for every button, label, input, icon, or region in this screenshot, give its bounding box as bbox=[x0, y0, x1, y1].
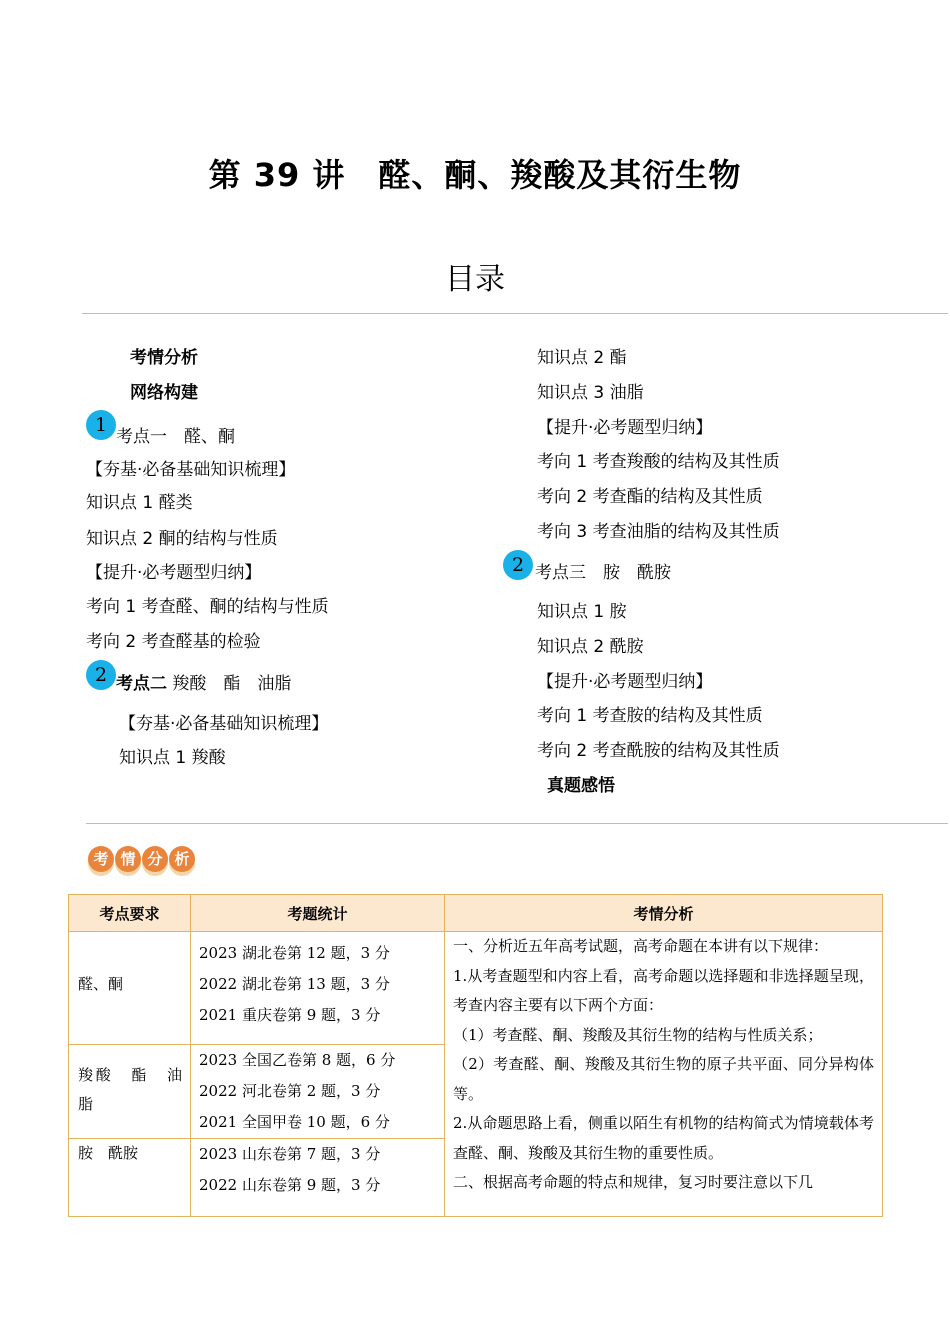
toc-title: 目录 bbox=[445, 262, 505, 297]
banner-char: 析 bbox=[169, 846, 195, 872]
table-row bbox=[69, 932, 883, 1045]
toc-link-dir-amine[interactable]: 考向 1 考查胺的结构及其性质 bbox=[537, 706, 763, 726]
table-cell-point: 醛、酮 bbox=[69, 932, 191, 1045]
analysis-paragraph: 1.从考查题型和内容上看，高考命题以选择题和非选择题呈现，考查内容主要有以下两个方面： bbox=[453, 966, 874, 1014]
stat-line: 2021 全国甲卷 10 题，6 分 bbox=[199, 1113, 390, 1131]
toc-link-dir-acid[interactable]: 考向 1 考查羧酸的结构及其性质 bbox=[537, 452, 780, 472]
toc-link-dir-1[interactable]: 考向 1 考查醛、酮的结构与性质 bbox=[86, 597, 329, 617]
stat-line: 2023 山东卷第 7 题，3 分 bbox=[199, 1145, 381, 1163]
toc-link-basics-2[interactable]: 【夯基·必备基础知识梳理】 bbox=[119, 714, 329, 734]
table-cell-stats bbox=[191, 1045, 445, 1139]
toc-link-topic-1[interactable]: 考点一 醛、酮 bbox=[116, 427, 235, 447]
toc-link-improve-3[interactable]: 【提升·必考题型归纳】 bbox=[537, 672, 713, 692]
table-header-cell: 考情分析 bbox=[445, 895, 883, 932]
banner-char: 考 bbox=[88, 846, 114, 872]
toc-link-improve-1[interactable]: 【提升·必考题型归纳】 bbox=[86, 563, 262, 583]
exam-analysis-table bbox=[68, 894, 883, 1217]
toc-link-topic-2[interactable]: 考点二 羧酸 酯 油脂 bbox=[116, 674, 292, 694]
analysis-paragraph: 二、根据高考命题的特点和规律，复习时要注意以下几 bbox=[453, 1173, 814, 1191]
stat-line: 2023 湖北卷第 12 题，3 分 bbox=[199, 944, 390, 962]
divider-top bbox=[82, 313, 948, 314]
exam-analysis-banner bbox=[88, 846, 195, 872]
toc-link-kp-acid[interactable]: 知识点 1 羧酸 bbox=[119, 748, 226, 768]
toc-link-kp-fat[interactable]: 知识点 3 油脂 bbox=[537, 383, 644, 403]
topic-badge-icon: 2 bbox=[86, 660, 116, 690]
stat-line: 2022 河北卷第 2 题，3 分 bbox=[199, 1082, 381, 1100]
toc-link-dir-ester[interactable]: 考向 2 考查酯的结构及其性质 bbox=[537, 487, 763, 507]
toc-link-dir-fat[interactable]: 考向 3 考查油脂的结构及其性质 bbox=[537, 522, 780, 542]
topic-badge-icon: 2 bbox=[503, 550, 533, 580]
toc-link-real-exam[interactable]: 真题感悟 bbox=[547, 776, 615, 796]
analysis-paragraph: 一、分析近五年高考试题，高考命题在本讲有以下规律： bbox=[453, 937, 829, 955]
toc-link-exam-analysis[interactable]: 考情分析 bbox=[130, 348, 198, 368]
table-header-cell: 考点要求 bbox=[69, 895, 191, 932]
stat-line: 2022 山东卷第 9 题，3 分 bbox=[199, 1176, 381, 1194]
table-cell-stats bbox=[191, 932, 445, 1045]
toc-link-kp-ketone[interactable]: 知识点 2 酮的结构与性质 bbox=[86, 529, 278, 549]
stat-line: 2021 重庆卷第 9 题，3 分 bbox=[199, 1006, 381, 1024]
stat-line: 2023 全国乙卷第 8 题，6 分 bbox=[199, 1051, 396, 1069]
banner-char: 情 bbox=[115, 846, 141, 872]
toc-link-improve-2[interactable]: 【提升·必考题型归纳】 bbox=[537, 418, 713, 438]
table-cell-point: 胺 酰胺 bbox=[69, 1139, 191, 1217]
table-header-cell: 考题统计 bbox=[191, 895, 445, 932]
toc-link-kp-amine[interactable]: 知识点 1 胺 bbox=[537, 602, 627, 622]
table-header-row bbox=[69, 895, 883, 932]
toc-link-kp-ester[interactable]: 知识点 2 酯 bbox=[537, 348, 627, 368]
topic-badge-icon: 1 bbox=[86, 410, 116, 440]
toc-link-kp-amide[interactable]: 知识点 2 酰胺 bbox=[537, 637, 644, 657]
page-title: 第 39 讲 醛、酮、羧酸及其衍生物 bbox=[208, 156, 742, 194]
toc-link-topic-3[interactable]: 考点三 胺 酰胺 bbox=[535, 563, 671, 583]
stat-line: 2022 湖北卷第 13 题，3 分 bbox=[199, 975, 390, 993]
analysis-paragraph: （1）考查醛、酮、羧酸及其衍生物的结构与性质关系； bbox=[453, 1025, 823, 1044]
toc-link-basics-1[interactable]: 【夯基·必备基础知识梳理】 bbox=[86, 460, 296, 480]
analysis-paragraph: （2）考查醛、酮、羧酸及其衍生物的原子共平面、同分异构体等。 bbox=[453, 1055, 874, 1103]
divider-bottom bbox=[86, 823, 948, 824]
toc-link-dir-amide[interactable]: 考向 2 考查酰胺的结构及其性质 bbox=[537, 741, 780, 761]
analysis-paragraph: 2.从命题思路上看，侧重以陌生有机物的结构简式为情境载体考查醛、酮、羧酸及其衍生物的重要性质。 bbox=[453, 1114, 874, 1162]
toc-link-kp-aldehyde[interactable]: 知识点 1 醛类 bbox=[86, 493, 193, 513]
toc-link-dir-2[interactable]: 考向 2 考查醛基的检验 bbox=[86, 632, 261, 652]
table-cell-analysis bbox=[445, 932, 883, 1217]
table-cell-point: 羧酸 酯 油脂 bbox=[69, 1045, 191, 1139]
toc-link-network[interactable]: 网络构建 bbox=[130, 383, 198, 403]
table-cell-stats bbox=[191, 1139, 445, 1217]
banner-char: 分 bbox=[142, 846, 168, 872]
